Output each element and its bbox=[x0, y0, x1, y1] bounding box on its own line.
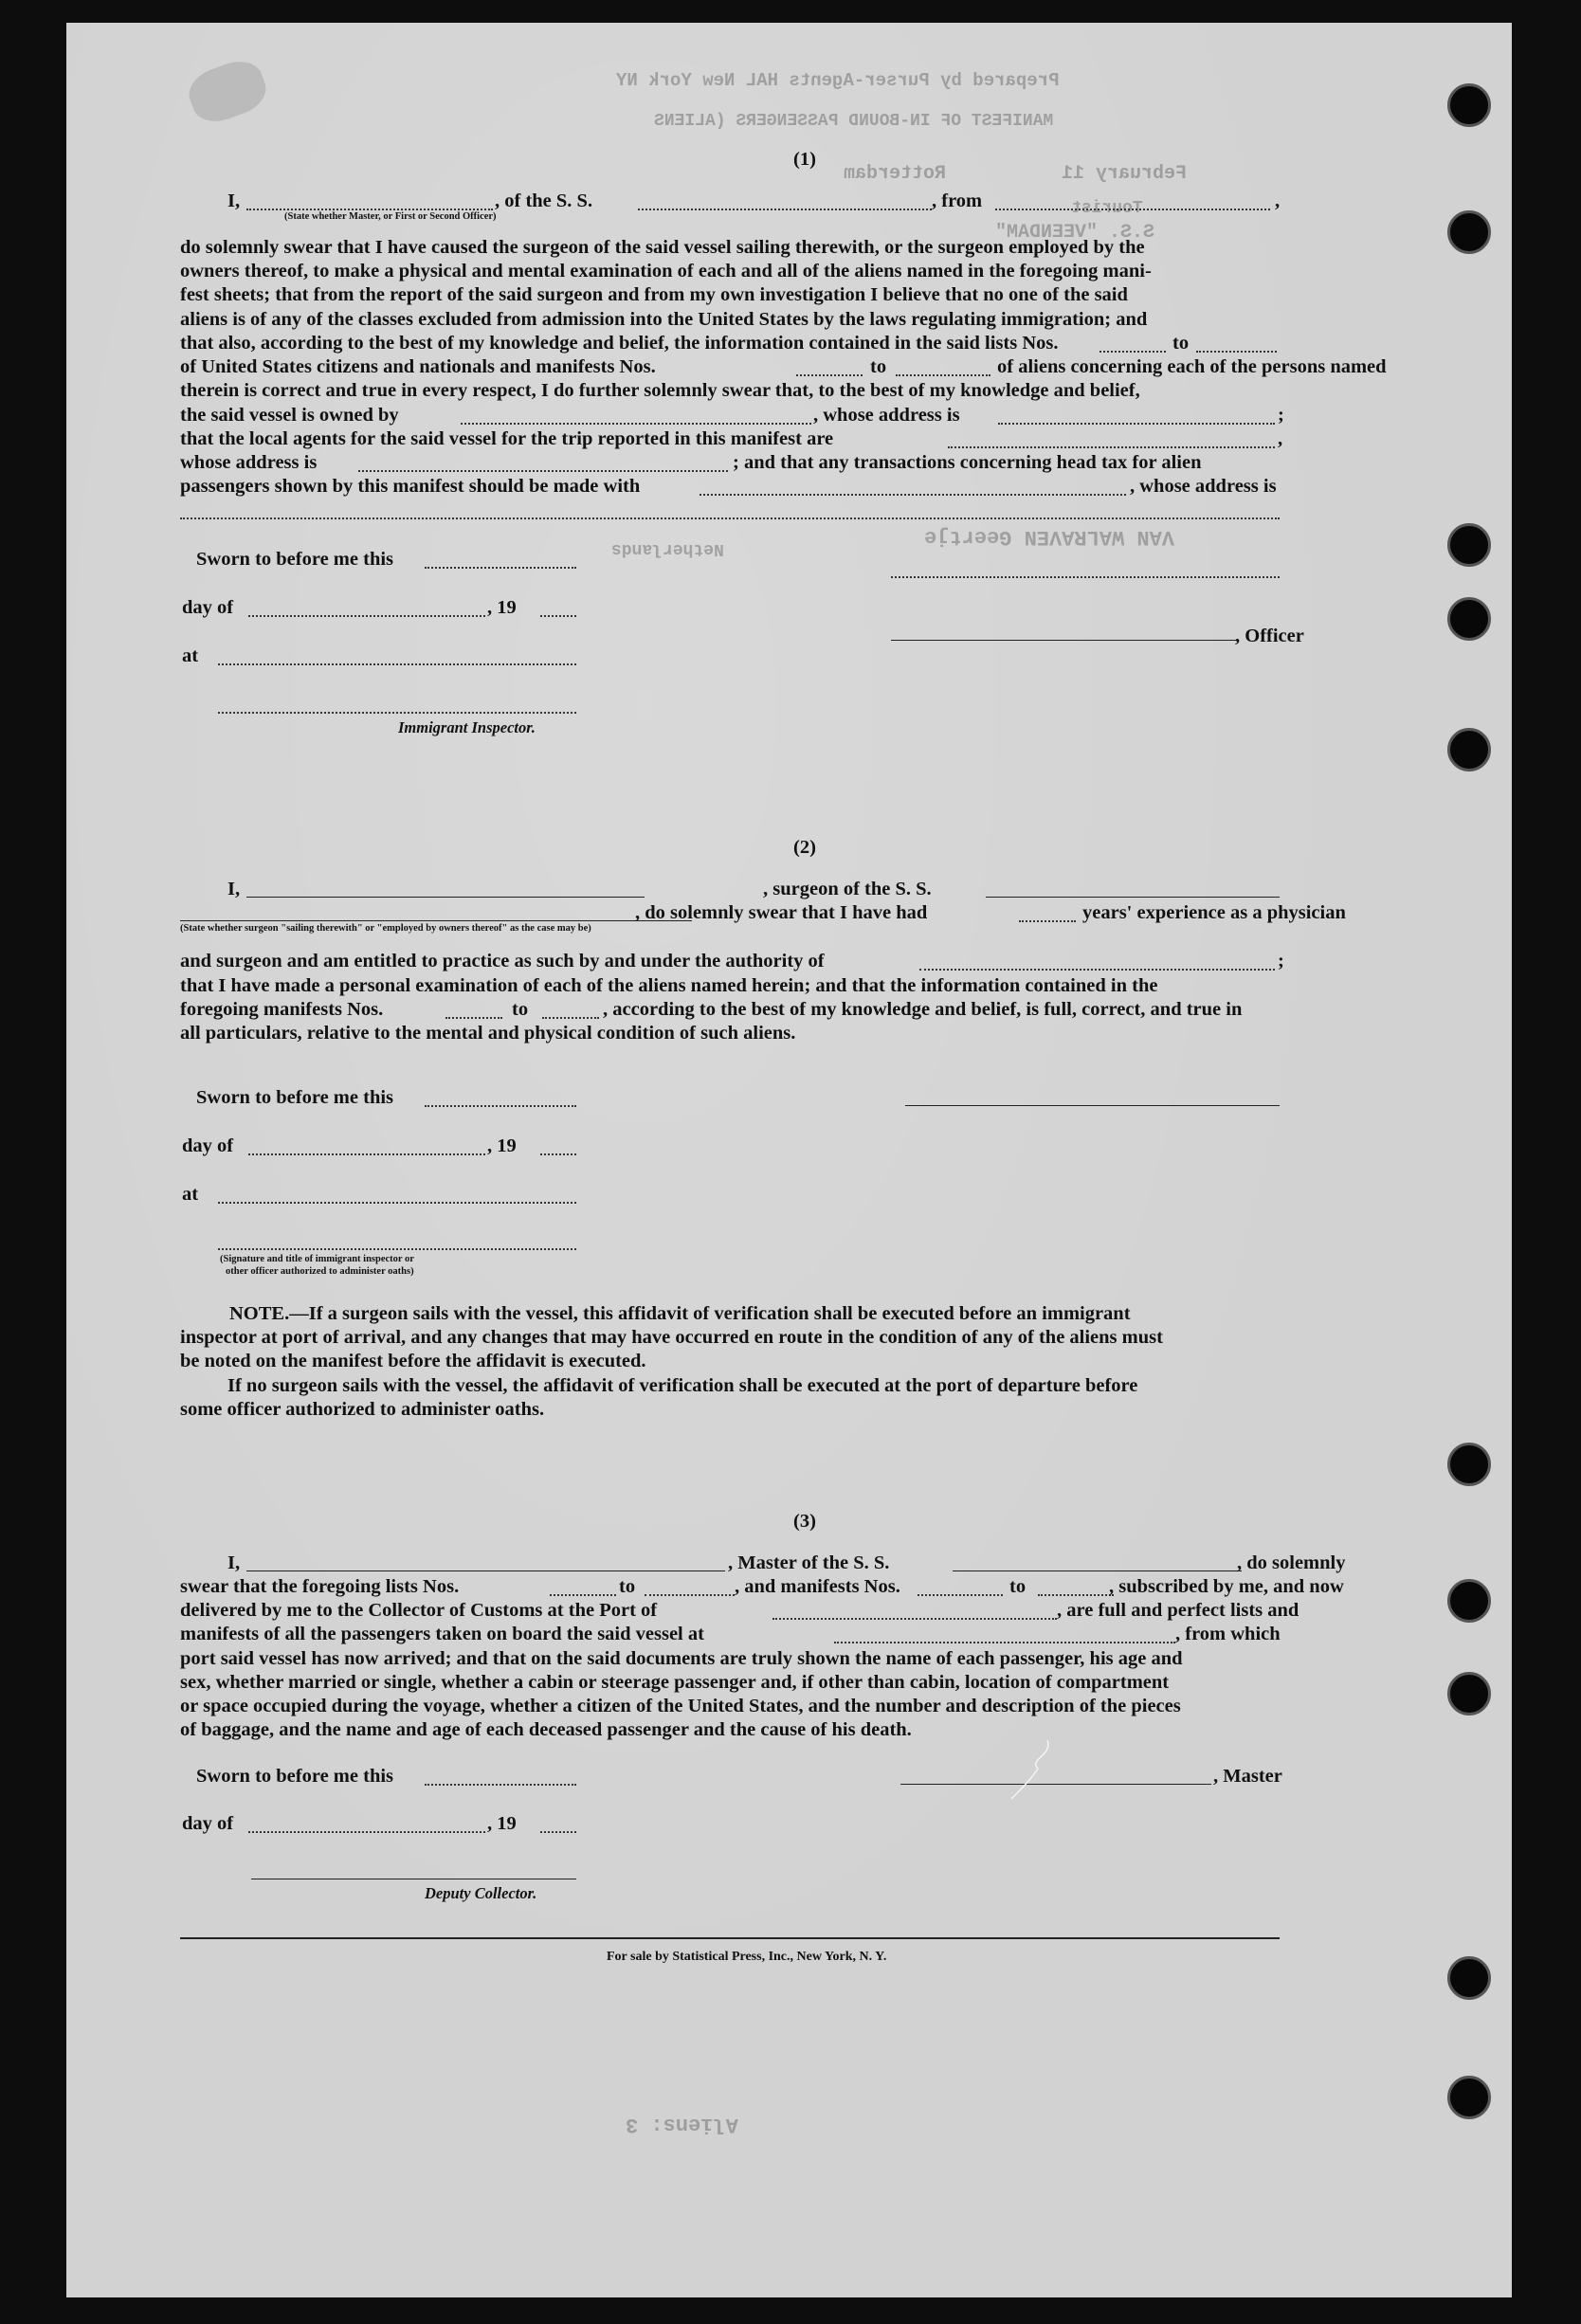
s1-line9-owned: the said vessel is owned by bbox=[180, 405, 399, 426]
s1-line10: that the local agents for the said vessel for the trip reported in this manifest are bbox=[180, 428, 834, 449]
s1-line12-address: , whose address is bbox=[1130, 476, 1277, 497]
s3-line2-to2: to bbox=[1009, 1576, 1027, 1597]
s2-surgeon-type-field[interactable] bbox=[180, 920, 692, 921]
ghost-ship-name: S.S. "VEENDAM" bbox=[995, 222, 1155, 244]
punch-hole bbox=[1447, 728, 1491, 772]
s1-line1-from: , from bbox=[932, 191, 983, 211]
s2-line5-to: to bbox=[512, 999, 529, 1020]
s1-manifests-from-field[interactable] bbox=[796, 374, 863, 376]
s3-line3-end: , are full and perfect lists and bbox=[1057, 1600, 1299, 1621]
s3-line4-end: , from which bbox=[1175, 1624, 1281, 1644]
section-2-heading: (2) bbox=[793, 837, 816, 858]
s2-line1-surgeon: , surgeon of the S. S. bbox=[763, 879, 932, 899]
s2-dayof-label: day of bbox=[182, 1135, 234, 1156]
s1-line4: fest sheets; that from the report of the said surgeon and from my own investigation I believe that no one of the said bbox=[180, 284, 1128, 305]
s1-line2: do solemnly swear that I have caused the surgeon of the said vessel sailing therewith, or the surgeon employed by the bbox=[180, 237, 1145, 258]
section-3-heading: (3) bbox=[793, 1511, 816, 1532]
s3-dayof-label: day of bbox=[182, 1813, 234, 1834]
s3-line2-to1: to bbox=[619, 1576, 636, 1597]
ghost-port: Rotterdam bbox=[844, 163, 947, 185]
s3-embark-port-field[interactable] bbox=[834, 1642, 1175, 1643]
s1-at-field[interactable] bbox=[218, 663, 576, 665]
s1-line10-comma: , bbox=[1278, 428, 1283, 449]
s1-officer-field[interactable] bbox=[246, 209, 493, 210]
s1-line11-address: whose address is bbox=[180, 452, 318, 473]
s1-line1-i: I, bbox=[227, 191, 241, 211]
s2-note-4: If no surgeon sails with the vessel, the affidavit of verification shall be executed at the port of departure before bbox=[227, 1375, 1138, 1396]
s2-signature-note-1: (Signature and title of immigrant inspector or bbox=[220, 1254, 414, 1264]
s2-manifests-to-field[interactable] bbox=[542, 1017, 599, 1019]
s3-lists-from-field[interactable] bbox=[550, 1594, 616, 1596]
s2-authority-field[interactable] bbox=[919, 969, 1275, 971]
s2-line3: and surgeon and am entitled to practice as such by and under the authority of bbox=[180, 951, 825, 971]
s2-year-label: , 19 bbox=[487, 1135, 517, 1156]
s2-line4: that I have made a personal examination of each of the aliens named herein; and that the information contained in the bbox=[180, 975, 1158, 996]
s1-agents-field[interactable] bbox=[948, 446, 1275, 448]
s2-sworn-day-field[interactable] bbox=[425, 1105, 576, 1107]
s1-line1-ss: , of the S. S. bbox=[495, 191, 593, 211]
s3-line2-end: , subscribed by me, and now bbox=[1109, 1576, 1344, 1597]
ghost-date: February 11 bbox=[1062, 163, 1188, 185]
s3-line2-manifests: , and manifests Nos. bbox=[735, 1576, 900, 1597]
s1-inspector-signature-field[interactable] bbox=[218, 712, 576, 714]
section-1-heading: (1) bbox=[793, 149, 816, 170]
punch-hole bbox=[1447, 210, 1491, 254]
s2-month-field[interactable] bbox=[248, 1153, 485, 1155]
s1-line3: owners thereof, to make a physical and mental examination of each and all of the aliens named in the foregoing mani- bbox=[180, 261, 1152, 281]
s1-line7-end: of aliens concerning each of the persons named bbox=[997, 356, 1387, 377]
s3-line2-lists: swear that the foregoing lists Nos. bbox=[180, 1576, 460, 1597]
s2-line2-years: years' experience as a physician bbox=[1082, 902, 1346, 923]
s1-agents-address-field[interactable] bbox=[358, 470, 728, 472]
s1-officer-caption: , Officer bbox=[1235, 626, 1304, 646]
ghost-class: Tourist bbox=[1071, 199, 1143, 218]
s1-year-field[interactable] bbox=[540, 615, 576, 617]
s3-month-field[interactable] bbox=[248, 1831, 485, 1833]
s1-ship-field[interactable] bbox=[638, 209, 932, 210]
s1-owner-address-field[interactable] bbox=[998, 423, 1275, 425]
s2-signature-note-2: other officer authorized to administer oaths) bbox=[226, 1266, 414, 1277]
s2-year-field[interactable] bbox=[540, 1153, 576, 1155]
punch-hole bbox=[1447, 1672, 1491, 1716]
ghost-alien-count: Aliens: 3 bbox=[626, 2113, 738, 2136]
s3-manifests-from-field[interactable] bbox=[918, 1594, 1003, 1596]
s3-line7: or space occupied during the voyage, whether a citizen of the United States, and the number and description of the pieces bbox=[180, 1696, 1181, 1716]
s1-line6: that also, according to the best of my knowledge and belief, the information contained in the said lists Nos. bbox=[180, 333, 1059, 354]
s1-inspector-caption: Immigrant Inspector. bbox=[398, 718, 536, 736]
s2-line6: all particulars, relative to the mental and physical condition of such aliens. bbox=[180, 1023, 796, 1044]
s2-line5-end: , according to the best of my knowledge and belief, is full, correct, and true in bbox=[603, 999, 1243, 1020]
s1-dayof-label: day of bbox=[182, 597, 234, 618]
s2-note-1: NOTE.—If a surgeon sails with the vessel, this affidavit of verification shall be executed before an immigrant bbox=[229, 1303, 1131, 1324]
ghost-manifest-title: MANIFEST OF IN-BOUND PASSENGERS (ALIENS bbox=[654, 112, 1054, 131]
punch-hole bbox=[1447, 1956, 1491, 2000]
s1-at-label: at bbox=[182, 645, 199, 666]
s1-line7-to: to bbox=[870, 356, 887, 377]
s2-note-3: be noted on the manifest before the affidavit is executed. bbox=[180, 1351, 646, 1371]
ink-stamp-mark bbox=[183, 54, 272, 129]
s1-year-label: , 19 bbox=[487, 597, 517, 618]
s2-line5-nos: foregoing manifests Nos. bbox=[180, 999, 384, 1020]
s2-manifests-from-field[interactable] bbox=[445, 1017, 502, 1019]
s3-line8: of baggage, and the name and age of each deceased passenger and the cause of his death. bbox=[180, 1719, 912, 1740]
s3-line1-master: , Master of the S. S. bbox=[728, 1552, 890, 1573]
s1-headtax-address-field[interactable] bbox=[180, 517, 1280, 519]
s1-line12: passengers shown by this manifest should be made with bbox=[180, 476, 641, 497]
s2-line3-semicolon: ; bbox=[1278, 951, 1284, 971]
s1-month-field[interactable] bbox=[248, 615, 485, 617]
s3-collector-caption: Deputy Collector. bbox=[425, 1884, 537, 1902]
s3-line6: sex, whether married or single, whether a cabin or steerage passenger and, if other than cabin, location of compartment bbox=[180, 1672, 1170, 1693]
s3-line5: port said vessel has now arrived; and that on the said documents are truly shown the name of each passenger, his age and bbox=[180, 1648, 1183, 1669]
s3-manifests-to-field[interactable] bbox=[1038, 1594, 1114, 1596]
s2-inspector-signature-field[interactable] bbox=[218, 1248, 576, 1250]
s3-sworn-label: Sworn to before me this bbox=[196, 1766, 394, 1787]
s1-from-field[interactable] bbox=[995, 209, 1270, 210]
s1-headtax-party-field[interactable] bbox=[700, 494, 1126, 496]
s1-lists-to-field[interactable] bbox=[1196, 351, 1277, 353]
ghost-passenger-name: VAN WALRAVEN Geertje bbox=[924, 525, 1175, 549]
s3-line1-solemnly: , do solemnly bbox=[1237, 1552, 1346, 1573]
s2-sworn-label: Sworn to before me this bbox=[196, 1087, 394, 1108]
s2-note-5: some officer authorized to administer oaths. bbox=[180, 1399, 545, 1420]
s1-lists-from-field[interactable] bbox=[1099, 351, 1166, 353]
s1-line11-headtax: ; and that any transactions concerning head tax for alien bbox=[733, 452, 1202, 473]
s3-line1-i: I, bbox=[227, 1552, 241, 1573]
s2-years-field[interactable] bbox=[1019, 920, 1076, 922]
punch-hole bbox=[1447, 523, 1491, 567]
punch-hole bbox=[1447, 2076, 1491, 2119]
footer-printer: For sale by Statistical Press, Inc., New York, N. Y. bbox=[607, 1950, 887, 1964]
s3-line4: manifests of all the passengers taken on board the said vessel at bbox=[180, 1624, 704, 1644]
s2-line1-i: I, bbox=[227, 879, 241, 899]
s1-line1-comma: , bbox=[1275, 191, 1281, 211]
s1-line7: of United States citizens and nationals and manifests Nos. bbox=[180, 356, 656, 377]
s3-lists-to-field[interactable] bbox=[645, 1594, 735, 1596]
s1-manifests-to-field[interactable] bbox=[896, 374, 990, 376]
s1-officer-note: (State whether Master, or First or Second Officer) bbox=[284, 211, 497, 222]
s2-ship-field[interactable] bbox=[986, 897, 1280, 898]
ghost-header-line: Prepared by Purser-Agents HAL New York NY bbox=[616, 70, 1060, 91]
punch-hole bbox=[1447, 1579, 1491, 1623]
s1-line5: aliens is of any of the classes excluded from admission into the United States by the laws regulating immigration; and bbox=[180, 309, 1148, 330]
s3-sworn-day-field[interactable] bbox=[425, 1784, 576, 1786]
pen-mark bbox=[1000, 1736, 1057, 1803]
s3-line3: delivered by me to the Collector of Customs at the Port of bbox=[180, 1600, 658, 1621]
manifest-back-page bbox=[66, 23, 1512, 2297]
s1-line9-address: , whose address is bbox=[813, 405, 960, 426]
s1-line8: therein is correct and true in every respect, I do further solemnly swear that, to the best of my knowledge and belief, bbox=[180, 380, 1140, 401]
ghost-nationality: Netherlands bbox=[611, 539, 724, 558]
s1-officer-extra-line[interactable] bbox=[891, 576, 1280, 578]
punch-hole bbox=[1447, 83, 1491, 127]
s1-officer-signature-line[interactable] bbox=[891, 640, 1237, 641]
s1-sworn-label: Sworn to before me this bbox=[196, 549, 394, 570]
footer-rule bbox=[180, 1937, 1280, 1939]
s2-at-field[interactable] bbox=[218, 1202, 576, 1204]
s1-line9-semicolon: ; bbox=[1278, 405, 1284, 426]
s2-surgeon-name-field[interactable] bbox=[246, 897, 645, 898]
s3-master-caption: , Master bbox=[1213, 1766, 1282, 1787]
s1-line6-to: to bbox=[1172, 333, 1190, 354]
s3-year-field[interactable] bbox=[540, 1831, 576, 1833]
punch-hole bbox=[1447, 1443, 1491, 1486]
s2-surgeon-type-note: (State whether surgeon "sailing therewith" or "employed by owners thereof" as the case may be) bbox=[180, 923, 591, 934]
s3-port-field[interactable] bbox=[772, 1618, 1057, 1620]
s2-line2-swear: , do solemnly swear that I have had bbox=[635, 902, 928, 923]
s2-note-2: inspector at port of arrival, and any changes that may have occurred en route in the condition of any of the aliens must bbox=[180, 1327, 1163, 1348]
s2-surgeon-signature-line[interactable] bbox=[905, 1105, 1280, 1106]
s1-sworn-day-field[interactable] bbox=[425, 567, 576, 569]
s1-owner-field[interactable] bbox=[461, 423, 811, 425]
s3-year-label: , 19 bbox=[487, 1813, 517, 1834]
s2-at-label: at bbox=[182, 1184, 199, 1205]
punch-hole bbox=[1447, 597, 1491, 641]
